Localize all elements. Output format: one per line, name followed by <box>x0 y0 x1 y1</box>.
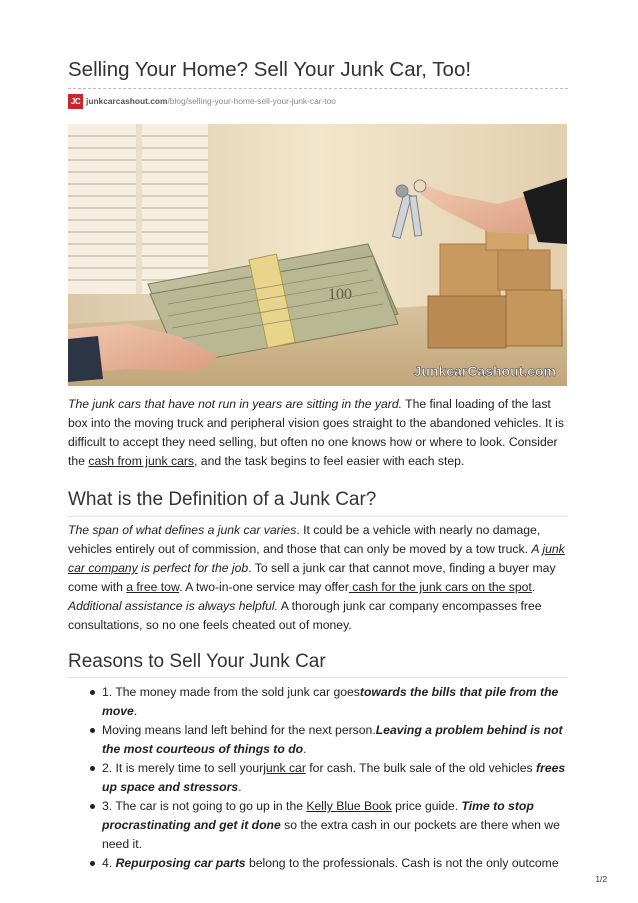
section-heading-reasons: Reasons to Sell Your Junk Car <box>68 651 326 672</box>
hero-image <box>68 124 567 386</box>
cash-on-the-spot-link[interactable]: cash for the junk cars on the spot <box>348 580 532 594</box>
list-item <box>90 759 568 797</box>
free-tow-link[interactable]: a free tow <box>126 580 180 594</box>
list-item <box>90 721 568 759</box>
list-item-text-mid: price guide. <box>391 799 462 813</box>
intro-text: The final loading of the last box into the moving truck and peripheral vision goes straight to the abandoned vehicles. It is difficult to accept they need selling, but often no one knows how or where to look. Consider the <box>68 397 564 468</box>
list-item-emphasis: frees up space and stressors <box>102 761 566 794</box>
definition-text-4: . <box>531 580 536 594</box>
definition-text-2: . To sell a junk car that cannot move, finding a buyer may come with <box>68 561 556 594</box>
site-logo-icon: JC <box>68 94 83 109</box>
cash-from-junk-cars-link[interactable]: cash from junk cars <box>88 454 195 468</box>
junk-car-company-link[interactable]: junk car company <box>68 542 565 575</box>
list-item-text: 1. The money made from the sold junk car goes <box>102 685 360 699</box>
page-number: 1/2 <box>595 874 607 884</box>
section-rule <box>68 516 568 517</box>
intro-italic: The junk cars that have not run in years are sitting in the yard. <box>68 397 402 411</box>
definition-italic: The span of what defines a junk car varies <box>68 523 297 537</box>
section-rule <box>68 677 568 678</box>
list-item-text-end: . <box>303 742 307 756</box>
cash-denomination: 100 <box>328 286 352 303</box>
definition-paragraph <box>68 521 568 635</box>
intro-paragraph <box>68 395 568 471</box>
source-domain[interactable]: junkcarcashout.com <box>86 96 168 106</box>
definition-text-3: . A two-in-one service may offer <box>179 580 349 594</box>
list-item-text-end: belong to the professionals. Cash is not the only outcome <box>245 856 559 870</box>
article-title: Selling Your Home? Sell Your Junk Car, Too! <box>68 58 472 81</box>
section-heading-definition: What is the Definition of a Junk Car? <box>68 489 377 510</box>
definition-italic-3: Additional assistance is always helpful. <box>68 599 279 613</box>
list-item <box>90 854 568 873</box>
source-line <box>68 93 336 109</box>
definition-italic-b: is perfect for the job <box>137 561 249 575</box>
list-item-emphasis: Time to stop procrastinating and get it done <box>102 799 534 832</box>
list-item-text-end: so the extra cash in our pockets are there when we need it. <box>102 818 560 851</box>
list-item-emphasis: Leaving a problem behind is not the most courteous of things to do <box>102 723 563 756</box>
list-item-emphasis: Repurposing car parts <box>115 856 246 870</box>
list-item-text-end: . <box>133 704 138 718</box>
hero-watermark: JunkcarCashout.com <box>413 363 556 379</box>
title-divider <box>68 88 568 89</box>
list-item-text: 3. The car is not going to go up in the <box>102 799 307 813</box>
list-item-emphasis: towards the bills that pile from the move <box>102 685 559 718</box>
kelly-blue-book-link[interactable]: Kelly Blue Book <box>306 799 392 813</box>
junk-car-link[interactable]: junk car <box>263 761 306 775</box>
definition-text: . It could be a vehicle with nearly no damage, vehicles entirely out of commission, and those that can only be moved by a tow truck. <box>68 523 541 556</box>
reasons-list <box>90 683 568 873</box>
intro-text-end: , and the task begins to feel easier with each step. <box>194 454 465 468</box>
list-item-text-mid: for cash. The bulk sale of the old vehicles <box>305 761 537 775</box>
source-path[interactable]: /blog/selling-your-home-sell-your-junk-car-too <box>167 96 336 106</box>
list-item-text-end: . <box>238 780 242 794</box>
list-item-text: 4. <box>102 856 116 870</box>
list-item-text: Moving means land left behind for the next person. <box>102 723 376 737</box>
list-item-text: 2. It is merely time to sell your <box>102 761 264 775</box>
definition-text-5: A thorough junk car company encompasses free consultations, so no one feels cheated out of money. <box>68 599 542 632</box>
definition-italic-a: A <box>531 542 543 556</box>
list-item <box>90 797 568 854</box>
list-item <box>90 683 568 721</box>
